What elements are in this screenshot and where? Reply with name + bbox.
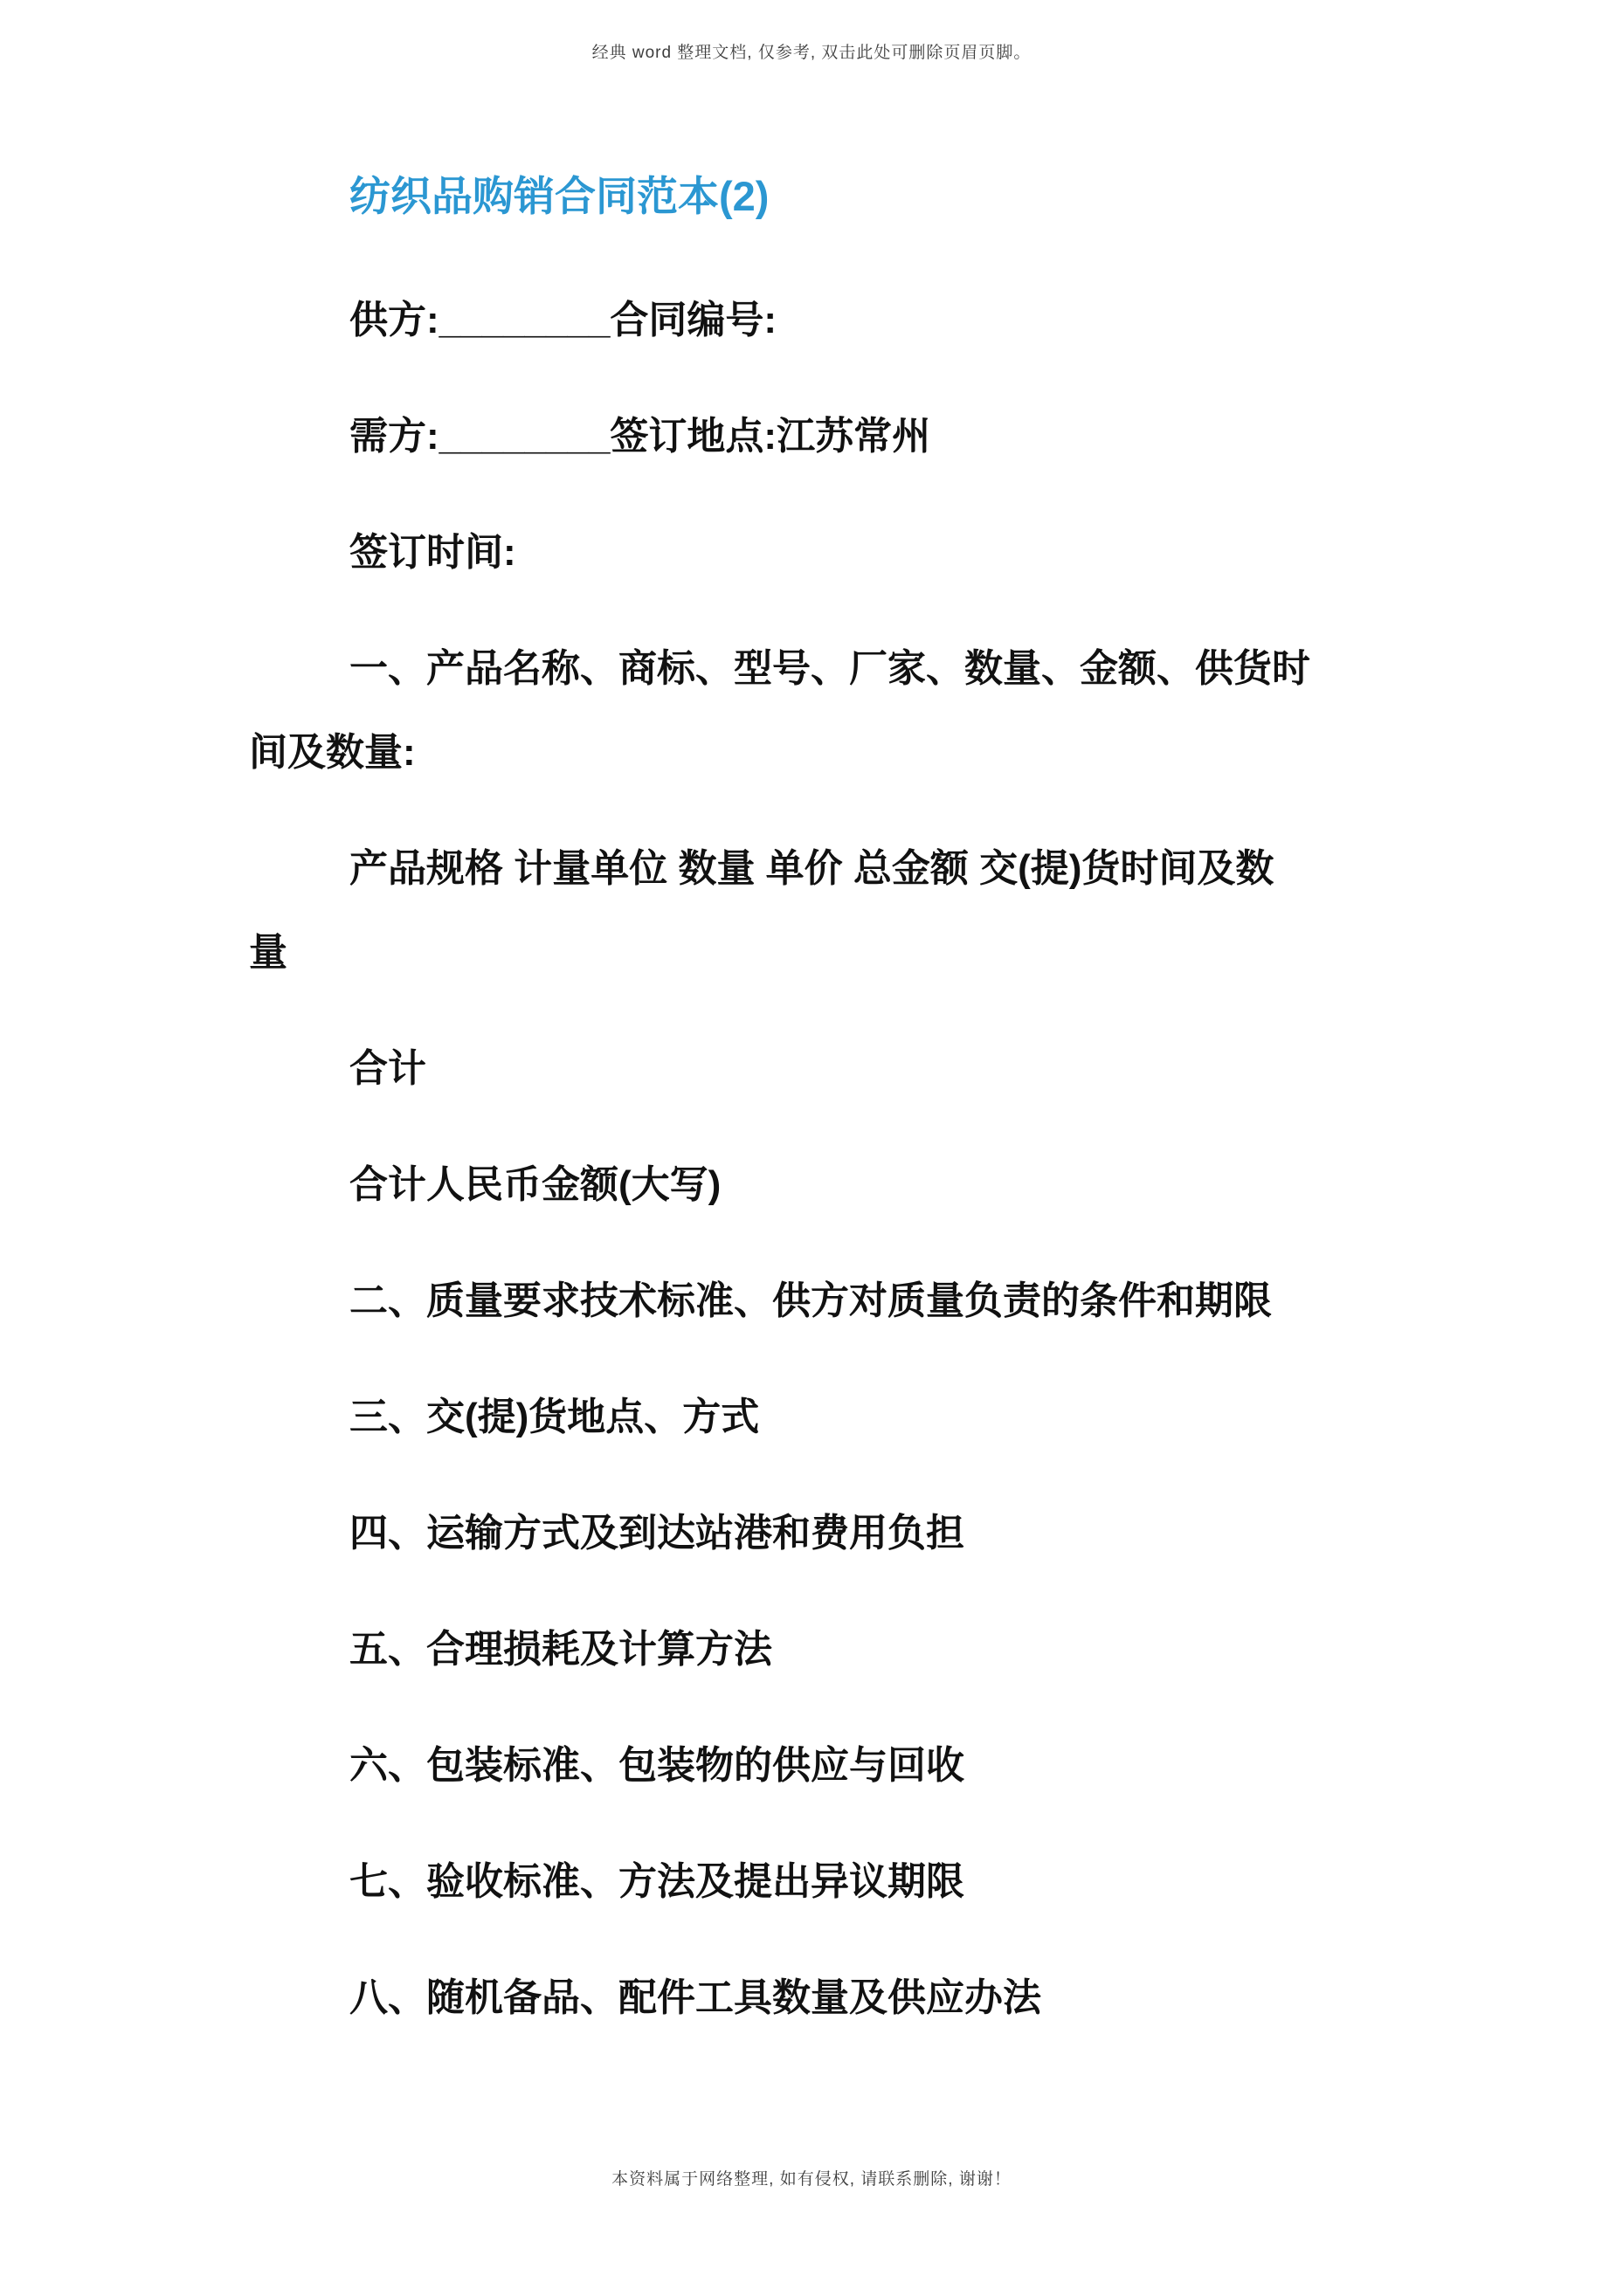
page-header-note: 经典 word 整理文档, 仅参考, 双击此处可删除页眉页脚。 (591, 44, 1032, 62)
para-line: 合计 (349, 1047, 426, 1090)
para-line: 六、包装标准、包装物的供应与回收 (349, 1744, 964, 1787)
para-line: 合计人民币金额(大写) (349, 1163, 722, 1206)
para-line: 签订时间: (349, 531, 516, 574)
para-line: 一、产品名称、商标、型号、厂家、数量、金额、供货时 (349, 647, 1310, 690)
para-line: 需方:________签订地点:江苏常州 (349, 415, 931, 458)
para-line: 产品规格 计量单位 数量 单价 总金额 交(提)货时间及数 (349, 847, 1274, 890)
paragraph-sign-time (249, 511, 1475, 595)
para-line: 间及数量: (249, 731, 416, 774)
paragraph-buyer (249, 395, 1475, 479)
para-line: 八、随机备品、配件工具数量及供应办法 (349, 1976, 1041, 2019)
para-line: 二、质量要求技术标准、供方对质量负责的条件和期限 (349, 1279, 1272, 1322)
paragraph-clause-8 (249, 1956, 1475, 2040)
para-line: 七、验收标准、方法及提出异议期限 (349, 1860, 964, 1903)
paragraph-clause-6 (249, 1724, 1475, 1808)
para-line: 五、合理损耗及计算方法 (349, 1628, 772, 1671)
paragraph-total (249, 1027, 1475, 1111)
page-footer-note: 本资料属于网络整理, 如有侵权, 请联系删除, 谢谢！ (611, 2170, 1012, 2189)
para-line: 供方:________合同编号: (349, 299, 777, 341)
document-title: 纺织品购销合同范本(2) (349, 173, 770, 219)
paragraph-spec-header (249, 827, 1475, 995)
para-line: 三、交(提)货地点、方式 (349, 1396, 760, 1438)
paragraph-clause-3 (249, 1376, 1475, 1459)
paragraph-total-amount (249, 1143, 1475, 1227)
para-line: 四、运输方式及到达站港和费用负担 (349, 1512, 964, 1555)
paragraph-clause-5 (249, 1608, 1475, 1692)
document-body (0, 169, 1623, 2072)
para-line: 量 (249, 931, 287, 974)
paragraph-clause-2 (249, 1259, 1475, 1343)
paragraph-clause-7 (249, 1840, 1475, 1924)
paragraph-clause-1 (249, 627, 1475, 795)
paragraph-supplier (249, 279, 1475, 362)
paragraph-clause-4 (249, 1492, 1475, 1575)
